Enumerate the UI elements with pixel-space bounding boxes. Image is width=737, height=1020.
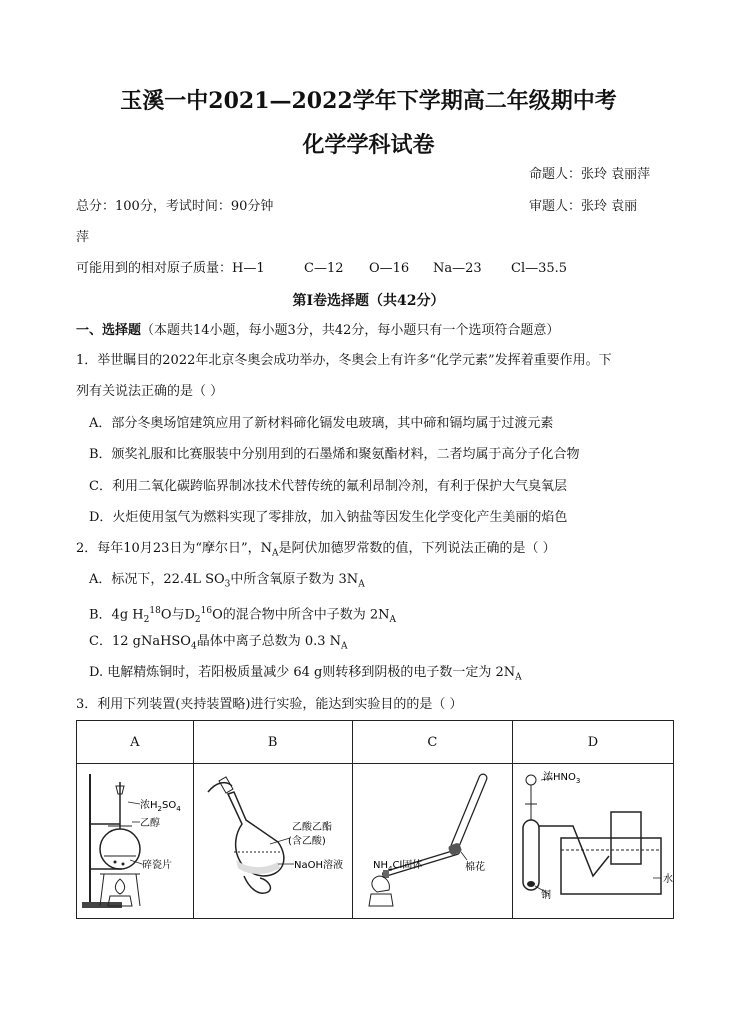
- col-header-a: A: [77, 721, 194, 764]
- label-porcelain-chips: 碎瓷片: [141, 860, 172, 871]
- q2-option-b: B．4g $H_2^{18}O$与$D_2^{16}O$的混合物中所含中子数为 $2N_A$: [89, 606, 397, 625]
- instr-rest: （本题共14小题，每小题3分，共42分，每小题只有一个选项符合题意）: [141, 323, 560, 338]
- label-naoh-solution: NaOH溶液: [293, 860, 343, 871]
- q1-option-d: D．火炬使用氢气为燃料实现了零排放，加入钠盐等因发生化学变化产生美丽的焰色: [89, 510, 568, 525]
- q2-option-c: C．12 gNaHSO$_4$晶体中离子总数为 0.3 $N_A$: [89, 634, 348, 652]
- label-copper: 铜: [541, 890, 551, 901]
- col-header-c: C: [352, 721, 512, 764]
- apparatus-a-cell: [77, 764, 194, 919]
- proposer: 命题人：张玲 袁丽萍: [529, 167, 651, 182]
- apparatus-b-diagram: [198, 764, 348, 914]
- label-cotton: 棉花: [465, 862, 486, 873]
- label-conc-nitric-acid: 浓$HNO_3$: [543, 772, 581, 785]
- section-title: 第Ⅰ卷选择题（共42分）: [292, 293, 445, 309]
- atomic-mass-na: Na—23: [433, 261, 482, 276]
- label-ethyl-acetate: 乙酸乙酯: [291, 822, 332, 833]
- label-ammonium-chloride-solid: $NH_4Cl$固体: [373, 860, 423, 873]
- apparatus-c-diagram: [357, 764, 507, 914]
- apparatus-c-cell: [352, 764, 512, 919]
- reviewer-wrap: 萍: [76, 230, 90, 245]
- atomic-mass-cl: Cl—35.5: [511, 261, 568, 276]
- q1-option-c: C．利用二氧化碳跨临界制冰技术代替传统的氟利昂制冷剂，有利于保护大气臭氧层: [89, 479, 567, 494]
- atomic-mass-c: C—12: [304, 261, 344, 276]
- atomic-mass-o: O—16: [369, 261, 410, 276]
- label-ethanol: 乙醇: [139, 818, 160, 829]
- q2-option-a: A．标况下，22.4L $SO_3$中所含氧原子数为 $3N_A$: [89, 572, 365, 590]
- label-contains-acetic-acid: (含乙酸): [287, 836, 326, 847]
- apparatus-d-diagram: [513, 764, 673, 914]
- q1-option-b: B．颁奖礼服和比赛服装中分别用到的石墨烯和聚氨酯材料，二者均属于高分子化合物: [89, 447, 580, 462]
- q3-stem: 3．利用下列装置(夹持装置略)进行实验，能达到实验目的的是（ ）: [76, 697, 463, 712]
- label-conc-sulfuric-acid: 浓$H_2SO_4$: [139, 800, 181, 813]
- reviewer: 审题人：张玲 袁丽: [529, 199, 638, 214]
- exam-info: 总分：100分，考试时间：90分钟: [76, 199, 274, 214]
- exam-title: 玉溪一中2021—2022学年下学期高二年级期中考: [120, 88, 617, 114]
- atomic-mass-h: 可能用到的相对原子质量：H—1: [76, 261, 265, 276]
- q3-apparatus-table: [76, 720, 674, 919]
- q1-stem-line1: 1．举世瞩目的2022年北京冬奥会成功举办，冬奥会上有许多“化学元素”发挥着重要作用。下: [76, 353, 612, 368]
- apparatus-b-cell: [193, 764, 352, 919]
- q1-stem-line2: 列有关说法正确的是（ ）: [76, 384, 224, 399]
- q1-option-a: A．部分冬奥场馆建筑应用了新材料碲化镉发电玻璃，其中碲和镉均属于过渡元素: [89, 416, 554, 431]
- apparatus-d-cell: [513, 764, 674, 919]
- instr-bold: 一、选择题: [76, 323, 142, 338]
- q2-stem: 2．每年10月23日为“摩尔日”，$N_A$是阿伏加德罗常数的值，下列说法正确的是（ ）: [76, 541, 556, 559]
- q2-option-d: D. 电解精炼铜时，若阳极质量减少 64 g则转移到阴极的电子数一定为 $2N_A$: [89, 665, 522, 683]
- col-header-b: B: [193, 721, 352, 764]
- exam-subtitle: 化学学科试卷: [302, 132, 435, 158]
- col-header-d: D: [513, 721, 674, 764]
- section-instructions: [76, 322, 559, 340]
- apparatus-a-diagram: [80, 764, 190, 914]
- label-water: 水: [663, 874, 673, 885]
